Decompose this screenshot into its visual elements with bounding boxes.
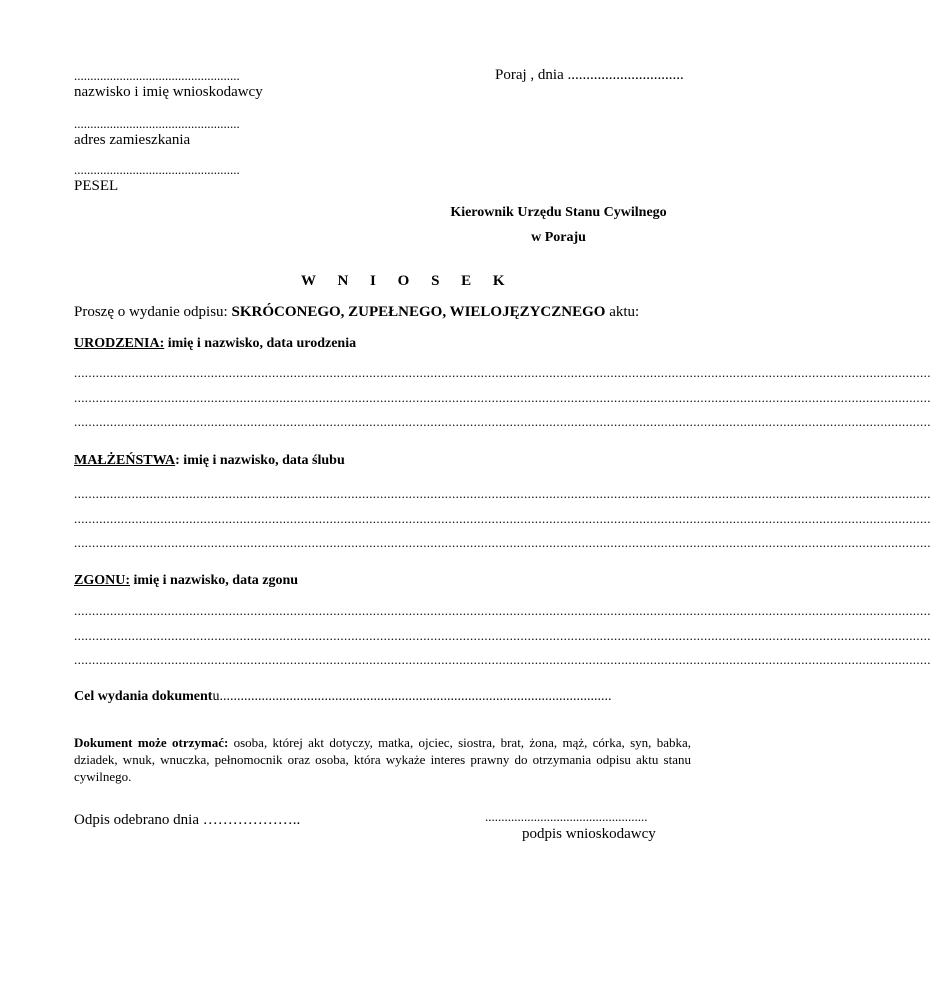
notice-text: osoba, której akt dotyczy, matka, ojciec, siostra, brat, żona, mąż, córka, syn, babka, dziadek, wnuk, wnuczka, pełnomocnik oraz osoba, która wykaże interes prawny do otrzymania odpisu aktu stanu cywilnego.	[74, 735, 691, 784]
addressee-line-1: Kierownik Urzędu Stanu Cywilnego	[450, 205, 667, 220]
purpose-dots[interactable]: u................................................................................................................	[212, 689, 612, 704]
death-heading: ZGONU:	[74, 573, 130, 588]
marriage-heading: MAŁŻEŃSTWA	[74, 453, 176, 468]
request-copy-types: SKRÓCONEGO, ZUPEŁNEGO, WIELOJĘZYCZNEGO	[231, 304, 606, 320]
birth-fill-line-2[interactable]: ..............................................................................................................................................................................................................................................	[74, 390, 931, 405]
notice-label: Dokument może otrzymać:	[74, 735, 229, 750]
marriage-fill-line-2[interactable]: ..............................................................................................................................................................................................................................................	[74, 511, 931, 526]
purpose-line[interactable]	[74, 689, 611, 705]
place-date[interactable]: Poraj , dnia ...............................	[495, 67, 684, 83]
birth-fields: imię i nazwisko, data urodzenia	[167, 336, 357, 351]
applicant-pesel-label: PESEL	[74, 178, 119, 194]
signature-label: podpis wnioskodawcy	[522, 826, 656, 842]
applicant-name-label: nazwisko i imię wnioskodawcy	[74, 84, 263, 100]
eligibility-notice	[74, 734, 691, 785]
applicant-address-label: adres zamieszkania	[74, 132, 191, 148]
death-fill-line-3[interactable]: ..............................................................................................................................................................................................................................................	[74, 652, 931, 667]
applicant-name-dots[interactable]: ...................................................	[74, 68, 240, 83]
signature-dots[interactable]: ..................................................	[485, 809, 648, 824]
death-fields: imię i nazwisko, data zgonu	[133, 573, 299, 588]
applicant-pesel-dots[interactable]: ...................................................	[74, 162, 240, 177]
marriage-fields: : imię i nazwisko, data ślubu	[175, 453, 345, 468]
section-marriage-heading	[74, 453, 345, 469]
request-prefix: Proszę o wydanie odpisu:	[74, 304, 228, 320]
section-death-heading	[74, 573, 298, 589]
section-birth-heading	[74, 336, 356, 352]
marriage-fill-line-3[interactable]: ..............................................................................................................................................................................................................................................	[74, 535, 931, 550]
applicant-address-dots[interactable]: ...................................................	[74, 116, 240, 131]
receipt-date[interactable]: Odpis odebrano dnia ………………..	[74, 812, 301, 828]
birth-fill-line-1[interactable]: ..............................................................................................................................................................................................................................................	[74, 365, 931, 380]
purpose-label: Cel wydania dokument	[74, 689, 213, 704]
birth-fill-line-3[interactable]: ..............................................................................................................................................................................................................................................	[74, 414, 931, 429]
request-suffix: aktu:	[609, 304, 640, 320]
marriage-fill-line-1[interactable]: ..............................................................................................................................................................................................................................................	[74, 486, 931, 501]
death-fill-line-1[interactable]: ..............................................................................................................................................................................................................................................	[74, 603, 931, 618]
request-line	[74, 304, 639, 321]
death-fill-line-2[interactable]: ..............................................................................................................................................................................................................................................	[74, 628, 931, 643]
addressee-line-2: w Poraju	[531, 230, 586, 245]
birth-heading: URODZENIA:	[74, 336, 165, 351]
document-title: W N I O S E K	[301, 273, 514, 289]
